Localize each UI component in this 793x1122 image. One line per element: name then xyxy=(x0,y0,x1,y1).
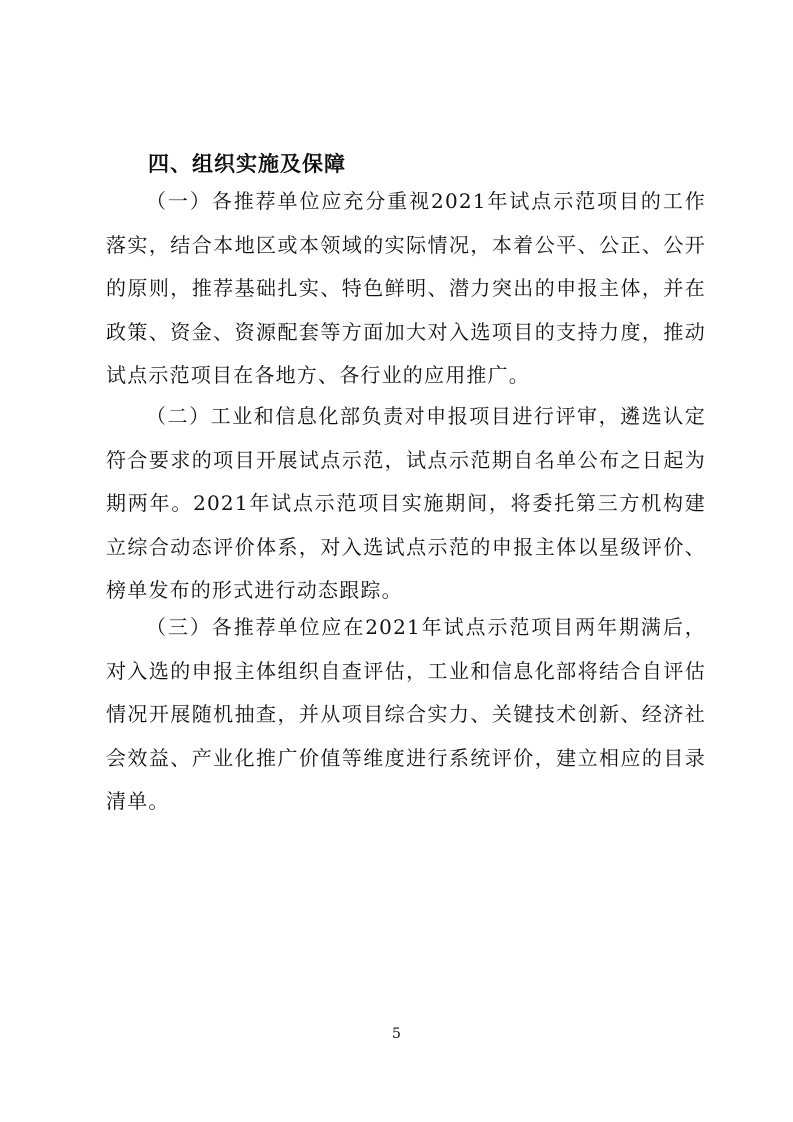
paragraph-3: （三）各推荐单位应在2021年试点示范项目两年期满后，对入选的申报主体组织自查评估，工业和信息化部将结合自评估情况开展随机抽查，并从项目综合实力、关键技术创新、经济社会效益、产业化推广价值等维度进行系统评价，建立相应的目录清单。 xyxy=(106,615,706,813)
section-heading: 四、组织实施及保障 xyxy=(148,152,346,176)
paragraph-2: （二）工业和信息化部负责对申报项目进行评审，遴选认定符合要求的项目开展试点示范，试点示范期自名单公布之日起为期两年。2021年试点示范项目实施期间，将委托第三方机构建立综合动态评价体系，对入选试点示范的申报主体以星级评价、榜单发布的形式进行动态跟踪。 xyxy=(106,404,706,602)
page-number: 5 xyxy=(392,1026,401,1042)
paragraph-1: （一）各推荐单位应充分重视2021年试点示范项目的工作落实，结合本地区或本领域的实际情况，本着公平、公正、公开的原则，推荐基础扎实、特色鲜明、潜力突出的申报主体，并在政策、资金、资源配套等方面加大对入选项目的支持力度，推动试点示范项目在各地方、各行业的应用推广。 xyxy=(106,189,706,387)
